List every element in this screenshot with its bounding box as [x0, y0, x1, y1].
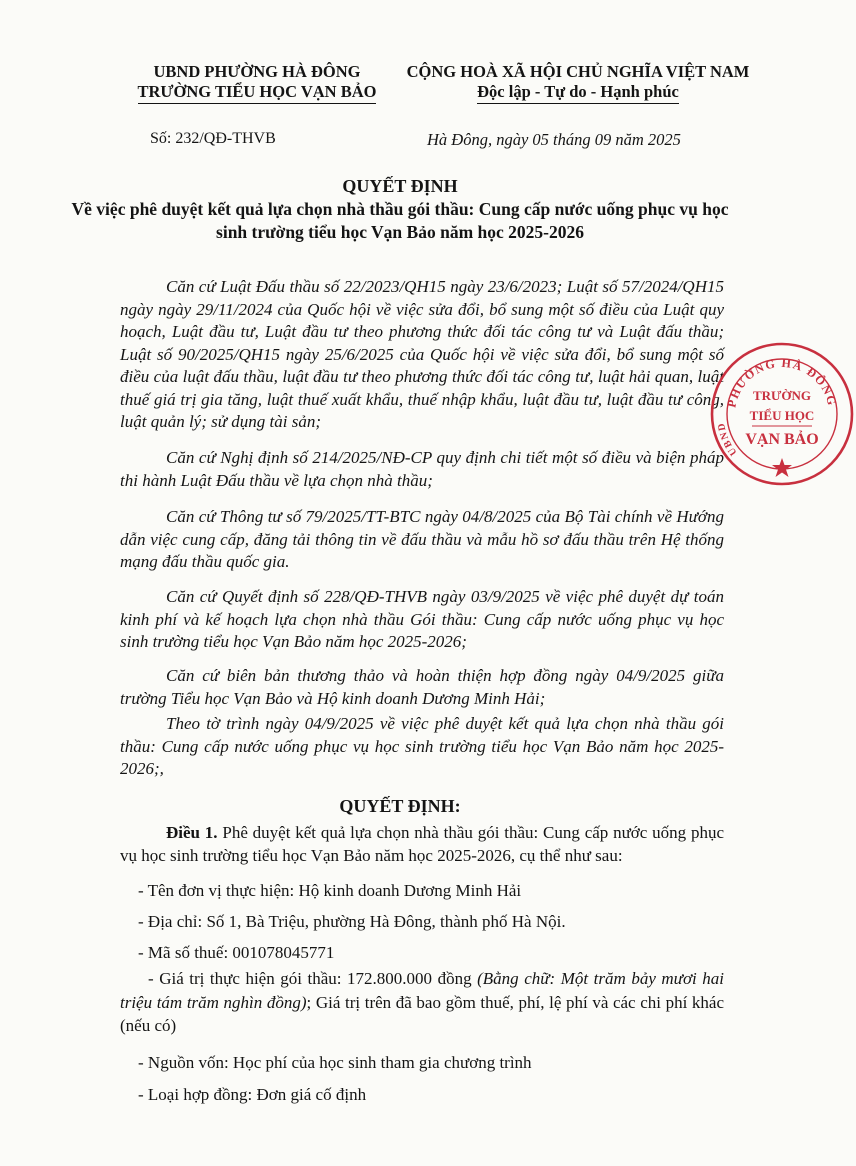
national-motto	[376, 62, 780, 104]
authority-line-1: UBND PHƯỜNG HÀ ĐÔNG	[153, 62, 361, 81]
place-date: Hà Đông, ngày 05 tháng 09 năm 2025	[427, 130, 681, 149]
contract-value-in-words: (Bằng chữ: Một trăm bảy mươi hai triệu tám trăm nghìn đồng)	[120, 969, 725, 1012]
authority-line-2: TRƯỜNG TIỂU HỌC VẠN BẢO	[138, 82, 377, 104]
funding-source: - Nguồn vốn: Học phí của học sinh tham gia chương trình	[138, 1053, 532, 1072]
school-seal-stamp	[708, 340, 856, 488]
legal-basis-decree: Căn cứ Nghị định số 214/2025/NĐ-CP quy định chi tiết một số điều và biện pháp thi hành Luật Đấu thầu về lựa chọn nhà thầu;	[120, 448, 724, 490]
stamp-center-line-1: TRƯỜNG	[752, 388, 812, 403]
stamp-ring-text: PHƯỜNG HÀ ĐÔNG	[724, 355, 840, 409]
stamp-side-text: UBND	[715, 420, 740, 458]
document-subject: Về việc phê duyệt kết quả lựa chọn nhà thầu gói thầu: Cung cấp nước uống phục vụ học sinh trường tiểu học Vạn Bảo năm học 2025-2026	[71, 199, 729, 242]
document-number: Số: 232/QĐ-THVB	[150, 130, 276, 147]
legal-basis-law: Căn cứ Luật Đấu thầu số 22/2023/QH15 ngày 23/6/2023; Luật số 57/2024/QH15 ngày ngày 29/11/2024 của Quốc hội về việc sửa đổi, bổ sung một số điều của Luật quy hoạch, Luật đầu tư, Luật đầu tư theo phương thức đối tác công tư và Luật đấu thầu; Luật số 90/2025/QH15 ngày 25/6/2025 của Quốc hội về việc sửa đổi, bổ sung một số điều của luật đấu thầu, luật đầu tư theo phương thức đối tác công tư, luật hải quan, luật thuế giá trị gia tăng, luật thuế xuất khẩu, thuế nhập khẩu, luật đầu tư, luật đầu tư công, luật quản lý; sử dụng tài sản;	[120, 277, 724, 431]
decision-heading: QUYẾT ĐỊNH:	[339, 796, 461, 816]
legal-basis-minutes: Căn cứ biên bản thương thảo và hoàn thiện hợp đồng ngày 04/9/2025 giữa trường Tiểu học Vạn Bảo và Hộ kinh doanh Dương Minh Hải;	[120, 666, 724, 708]
contract-value-amount: - Giá trị thực hiện gói thầu: 172.800.000 đồng	[148, 969, 478, 988]
issuing-authority	[112, 62, 402, 104]
legal-basis-decision: Căn cứ Quyết định số 228/QĐ-THVB ngày 03/9/2025 về việc phê duyệt dự toán kinh phí và kế hoạch lựa chọn nhà thầu Gói thầu: Cung cấp nước uống phục vụ học sinh trường tiểu học Vạn Bảo năm học 2025-2026;	[120, 587, 724, 651]
contract-type: - Loại hợp đồng: Đơn giá cố định	[138, 1085, 367, 1104]
contractor-name: - Tên đơn vị thực hiện: Hộ kinh doanh Dương Minh Hải	[138, 881, 522, 900]
article-1-text: Phê duyệt kết quả lựa chọn nhà thầu gói thầu: Cung cấp nước uống phục vụ học sinh trường tiểu học Vạn Bảo năm học 2025-2026, cụ thể như sau:	[120, 823, 724, 865]
article-1	[120, 822, 724, 867]
stamp-center-line-2: TIỂU HỌC	[749, 408, 815, 423]
document-title: QUYẾT ĐỊNH	[342, 176, 458, 196]
contract-value	[120, 967, 724, 1038]
nation-name: CỘNG HOÀ XÃ HỘI CHỦ NGHĨA VIỆT NAM	[406, 62, 750, 81]
motto: Độc lập - Tự do - Hạnh phúc	[477, 82, 679, 104]
contract-value-note: ; Giá trị trên đã bao gồm thuế, phí, lệ phí và các chi phí khác (nếu có)	[120, 992, 725, 1035]
legal-basis-circular: Căn cứ Thông tư số 79/2025/TT-BTC ngày 04/8/2025 của Bộ Tài chính về Hướng dẫn việc cung cấp, đăng tải thông tin về đấu thầu và mẫu hồ sơ đấu thầu trên Hệ thống mạng đấu thầu quốc gia.	[120, 507, 724, 571]
svg-text:UBND	[716, 421, 740, 458]
stamp-star-icon	[772, 458, 792, 477]
contractor-tax-code: - Mã số thuế: 001078045771	[138, 943, 335, 962]
article-1-label: Điều 1.	[166, 823, 218, 842]
legal-basis-proposal: Theo tờ trình ngày 04/9/2025 về việc phê duyệt kết quả lựa chọn nhà thầu gói thầu: Cung cấp nước uống phục vụ học sinh trường tiểu học Vạn Bảo năm học 2025-2026;,	[120, 714, 724, 778]
contractor-address: - Địa chỉ: Số 1, Bà Triệu, phường Hà Đông, thành phố Hà Nội.	[138, 912, 566, 931]
stamp-center-line-3: VẠN BẢO	[745, 431, 819, 448]
